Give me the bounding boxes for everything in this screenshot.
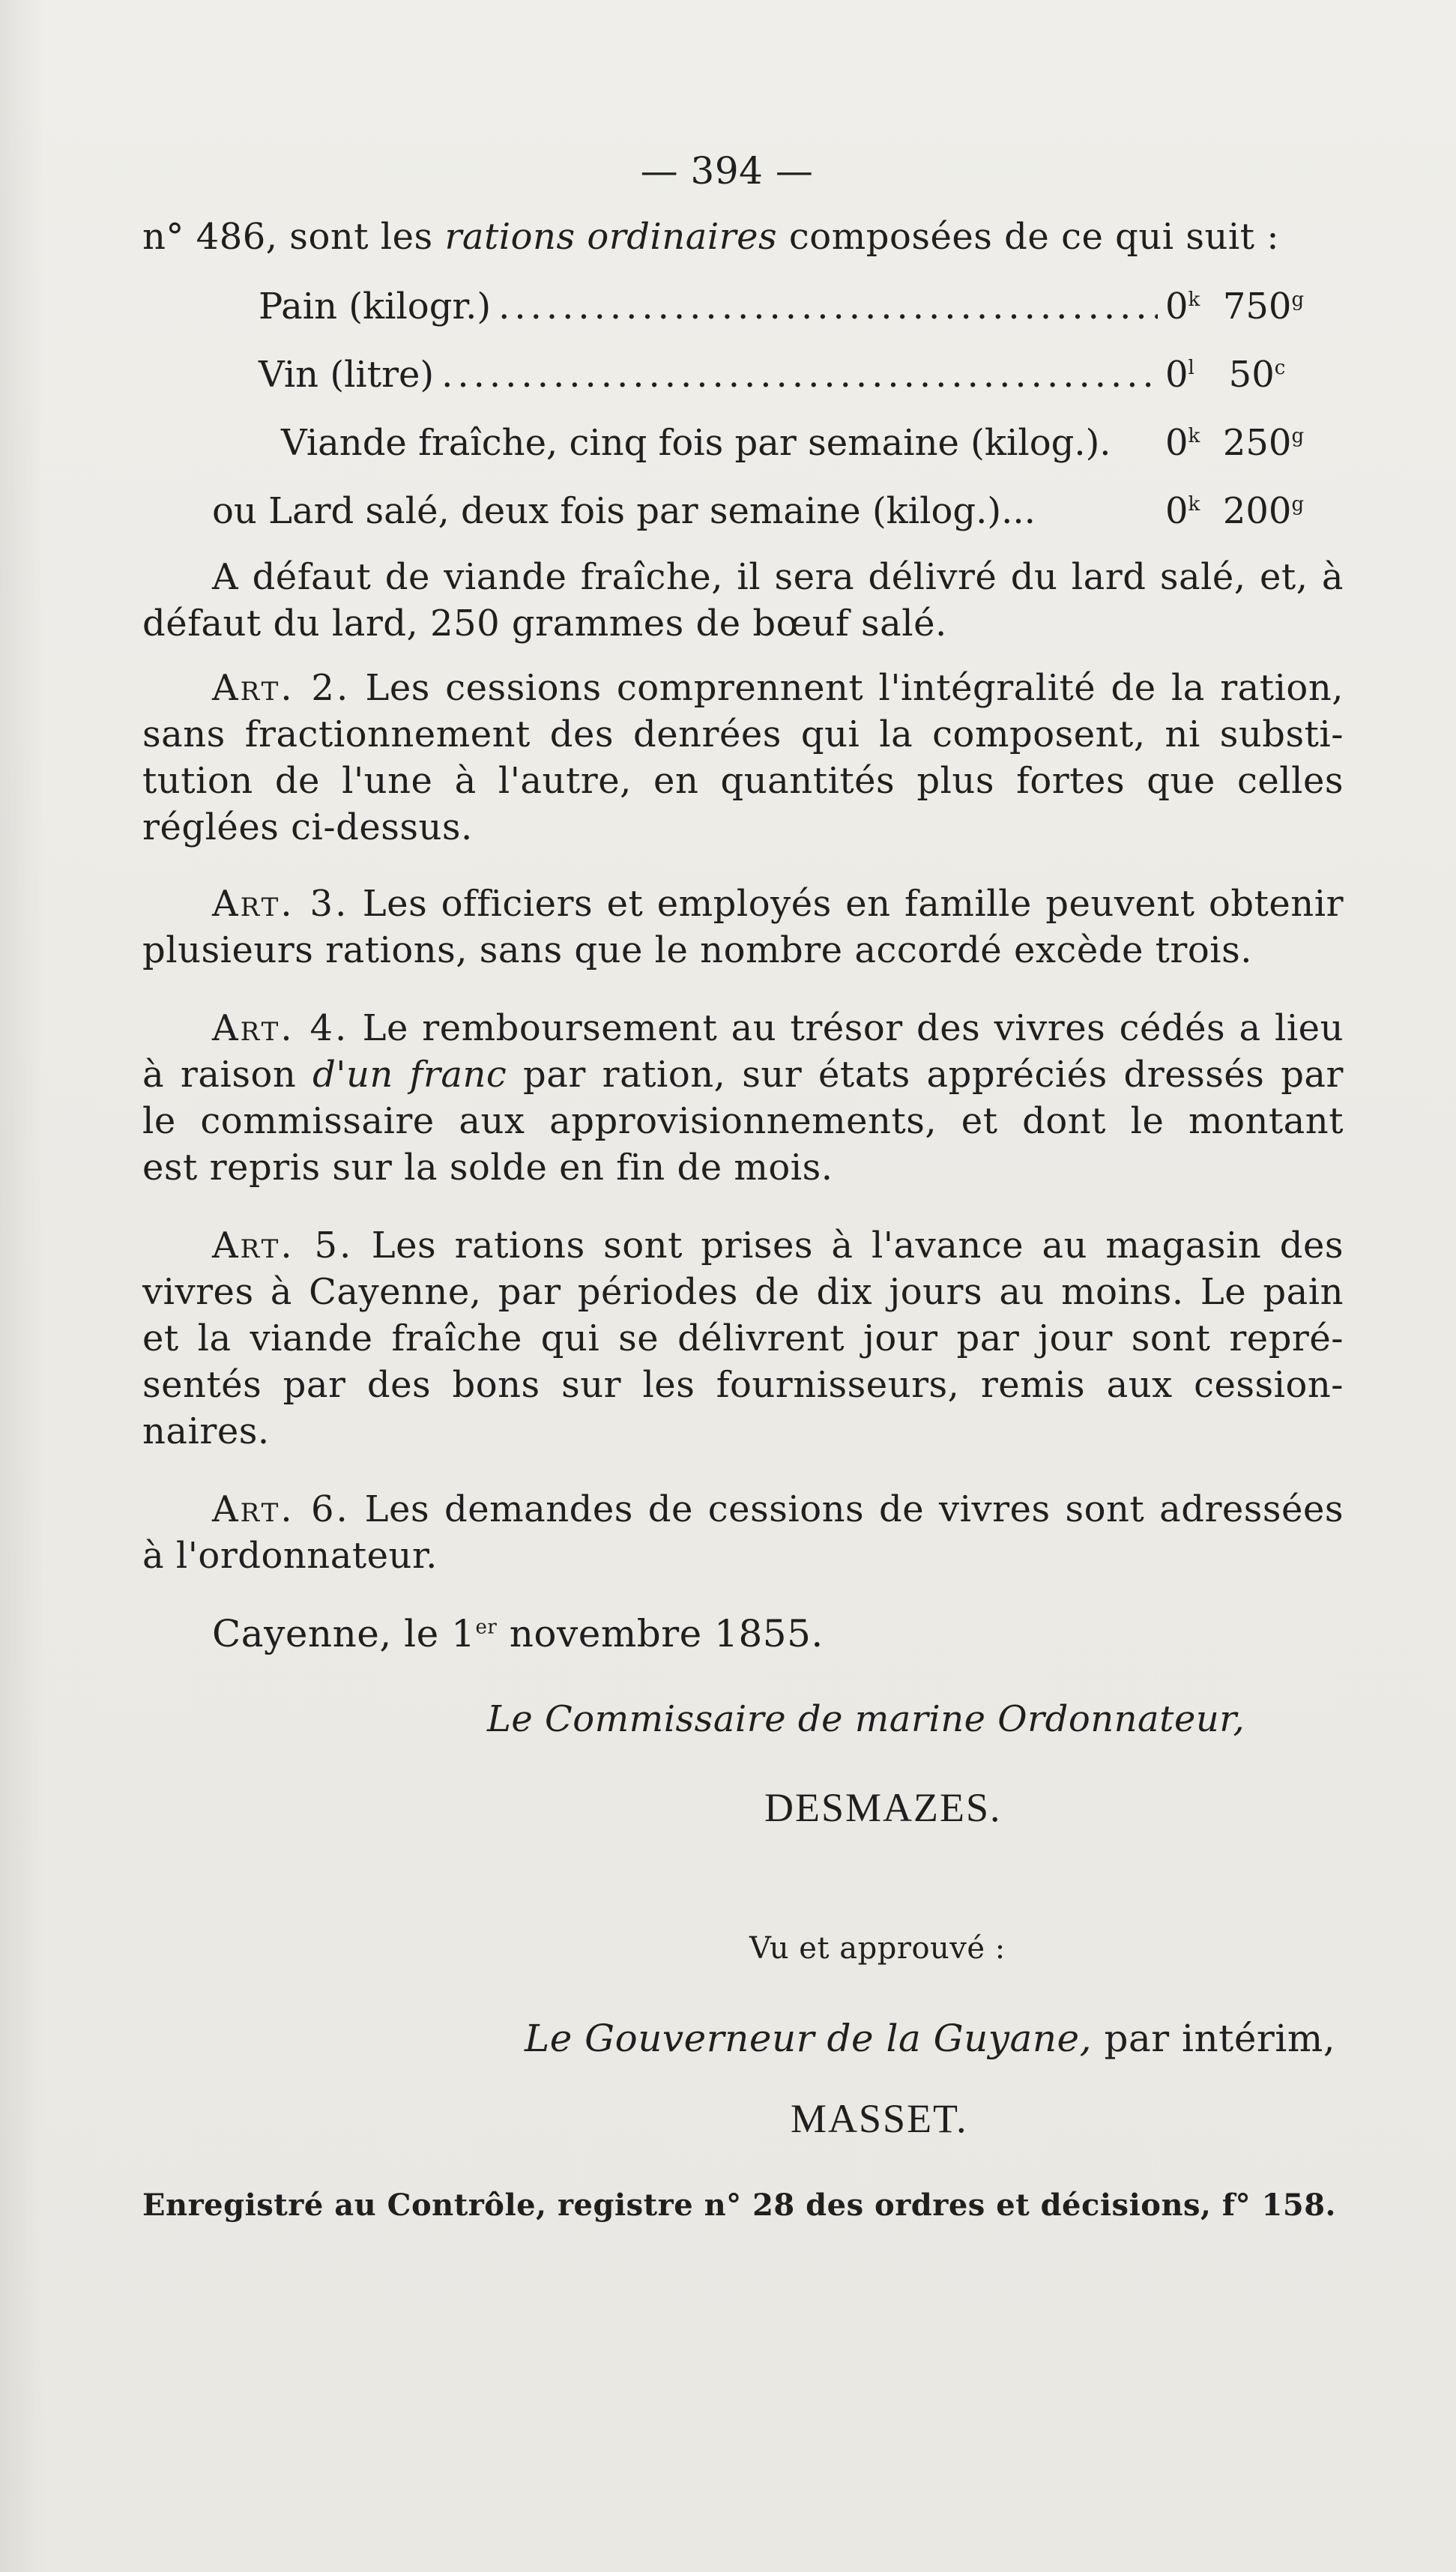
ration-row	[259, 352, 1338, 397]
article-5-line: et la viande fraîche qui se délivrent jour par jour sont repré-	[142, 1317, 1344, 1359]
page-number: — 394 —	[640, 149, 814, 193]
article-2-line: tution de l'une à l'autre, en quantités plus fortes que celles	[142, 760, 1344, 802]
ration-quantity: 0$^k$ 200$^g$	[1165, 490, 1305, 532]
governor-line: Le Gouverneur de la Guyane, par intérim,	[525, 2017, 1336, 2060]
paragraph-line: défaut du lard, 250 grammes de bœuf salé.	[142, 603, 947, 644]
ration-label: Vin (litre)	[259, 354, 435, 396]
intro-italic: rations ordinaires	[444, 216, 778, 258]
intro-rest: composées de ce qui suit :	[788, 216, 1279, 258]
approval-text: Vu et approuvé :	[749, 1931, 1006, 1966]
date-line: Cayenne, le 1er novembre 1855.	[212, 1612, 824, 1655]
ration-quantity: 0$^k$ 750$^g$	[1165, 286, 1305, 327]
article-3-line: Art. 3. Les officiers et employés en famille peuvent obtenir	[212, 883, 1344, 925]
article-2-label: Art. 2.	[212, 667, 351, 709]
registration-footer: Enregistré au Contrôle, registre n° 28 des ordres et décisions, f° 158.	[142, 2188, 1336, 2223]
article-4-line: le commissaire aux approvisionnements, et dont le montant	[142, 1100, 1344, 1142]
ration-row	[281, 420, 1338, 465]
ration-label: Pain (kilogr.)	[259, 286, 492, 327]
article-4-line: Art. 4. Le remboursement au trésor des vivres cédés a lieu	[212, 1007, 1344, 1049]
intro-start: n° 486, sont les	[142, 216, 433, 258]
ration-label: ou Lard salé, deux fois par semaine (kilog.)...	[212, 490, 1036, 532]
paragraph-line: A défaut de viande fraîche, il sera délivré du lard salé, et, à	[212, 556, 1344, 598]
article-4-line: est repris sur la solde en fin de mois.	[142, 1147, 833, 1189]
ration-quantity: 0$^k$ 250$^g$	[1165, 422, 1305, 464]
signature-title: Le Commissaire de marine Ordonnateur,	[487, 1698, 1245, 1740]
ration-quantity: 0$^l$ 50$^c$	[1165, 354, 1286, 396]
article-6-line: à l'ordonnateur.	[142, 1535, 438, 1577]
article-5-line: vivres à Cayenne, par périodes de dix jours au moins. Le pain	[142, 1271, 1344, 1313]
binding-shadow	[0, 0, 45, 2572]
article-5-label: Art. 5.	[212, 1225, 354, 1267]
ration-row	[212, 489, 1338, 534]
article-4-label: Art. 4.	[212, 1007, 349, 1049]
article-2-line: Art. 2. Les cessions comprennent l'intégralité de la ration,	[212, 667, 1344, 709]
intro-line	[142, 214, 1279, 259]
article-5-line: Art. 5. Les rations sont prises à l'avance au magasin des	[212, 1225, 1344, 1267]
dot-leader	[498, 284, 1158, 329]
article-5-line: sentés par des bons sur les fournisseurs, remis aux cession-	[142, 1364, 1344, 1406]
signature-name: DESMAZES.	[764, 1785, 1002, 1830]
article-3-label: Art. 3.	[212, 883, 349, 925]
article-2-line: sans fractionnement des denrées qui la composent, ni substi-	[142, 713, 1344, 755]
article-5-line: naires.	[142, 1410, 270, 1452]
article-2-line: réglées ci-dessus.	[142, 806, 473, 848]
article-4-line: à raison d'un franc par ration, sur états appréciés dressés par	[142, 1054, 1344, 1096]
ration-row	[259, 284, 1338, 329]
governor-name: MASSET.	[791, 2096, 968, 2141]
article-3-line: plusieurs rations, sans que le nombre accordé excède trois.	[142, 929, 1252, 971]
article-6-label: Art. 6.	[212, 1488, 350, 1530]
ration-label: Viande fraîche, cinq fois par semaine (kilog.).	[281, 422, 1111, 464]
dot-leader	[441, 352, 1158, 397]
article-6-line: Art. 6. Les demandes de cessions de vivres sont adressées	[212, 1488, 1344, 1530]
